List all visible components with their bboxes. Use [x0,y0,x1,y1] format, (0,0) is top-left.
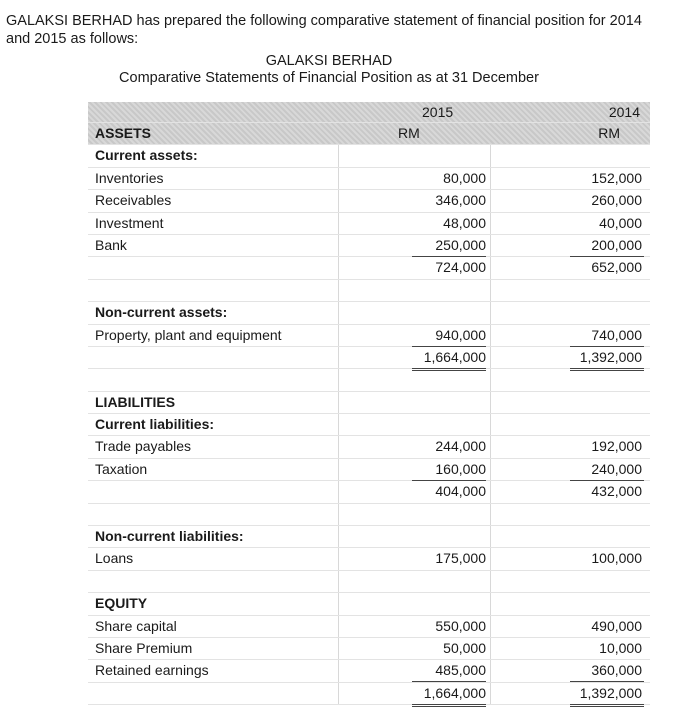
value-2014: 192,000 [591,438,642,455]
value-2015: 175,000 [435,550,486,567]
current-liabilities-heading: Current liabilities: [95,416,215,433]
company-name: GALAKSI BERHAD [265,53,393,69]
assets-header-row [88,123,650,145]
table-row [88,638,650,660]
row-label: Retained earnings [95,662,209,679]
table-row [88,660,650,682]
value-2014: 100,000 [591,550,642,567]
financial-position-table [88,102,650,705]
equity-heading: EQUITY [95,595,148,612]
section-heading-row [88,392,650,414]
total-assets-2014: 1,392,000 [579,348,642,365]
subtotal-rule [570,660,644,682]
table-row [88,436,650,458]
value-2015: 550,000 [435,617,486,634]
subtotal-row [88,481,650,503]
row-label: Inventories [95,169,164,186]
year-2015-header: 2015 [422,104,454,120]
section-heading-row [88,145,650,167]
table-row [88,325,650,347]
row-label: Investment [95,214,164,231]
total-equity-liabilities-2015: 1,664,000 [423,684,486,701]
section-heading-row [88,302,650,324]
currency-2015: RM [398,125,420,141]
non-current-liabilities-heading: Non-current liabilities: [95,528,244,545]
value-2014: 10,000 [599,639,642,656]
value-2014: 740,000 [591,326,642,343]
value-2015: 48,000 [443,214,486,231]
row-label: Loans [95,550,134,567]
subtotal-rule [412,459,486,481]
statement-subtitle: Comparative Statements of Financial Position as at 31 December [119,70,539,86]
table-row [88,168,650,190]
blank-row [88,504,650,526]
assets-heading: ASSETS [95,125,152,141]
row-label: Bank [95,236,127,253]
current-liabilities-total-2015: 404,000 [435,483,486,500]
total-rule [412,683,486,707]
table-row [88,548,650,570]
value-2014: 152,000 [591,169,642,186]
intro-text: GALAKSI BERHAD has prepared the following comparative statement of financial position for 2014 and 2015 as follows: [6,13,642,47]
table-row [88,616,650,638]
section-heading-row [88,526,650,548]
current-assets-heading: Current assets: [95,147,198,164]
table-row [88,190,650,212]
value-2015: 940,000 [435,326,486,343]
table-row [88,213,650,235]
year-2014-header: 2014 [608,104,640,120]
value-2015: 346,000 [435,192,486,209]
current-assets-total-2014: 652,000 [591,259,642,276]
currency-2014: RM [598,125,620,141]
row-label: Trade payables [95,438,191,455]
blank-row [88,571,650,593]
value-2015: 80,000 [443,169,486,186]
subtotal-rule [570,235,644,257]
total-assets-2015: 1,664,000 [423,348,486,365]
row-label: Receivables [95,192,172,209]
subtotal-row [88,257,650,279]
section-heading-row [88,593,650,615]
table-row [88,459,650,481]
total-row [88,347,650,369]
value-2014: 260,000 [591,192,642,209]
subtotal-rule [412,235,486,257]
blank-row [88,369,650,391]
header-year-row [88,102,650,123]
value-2014: 40,000 [599,214,642,231]
total-rule [570,683,644,707]
total-rule [412,347,486,371]
row-label: Taxation [95,460,148,477]
total-rule [570,347,644,371]
value-2014: 360,000 [591,662,642,679]
row-label: Share capital [95,617,177,634]
value-2015: 50,000 [443,639,486,656]
value-2014: 200,000 [591,236,642,253]
non-current-assets-heading: Non-current assets: [95,304,228,321]
section-heading-row [88,414,650,436]
value-2014: 240,000 [591,460,642,477]
subtotal-rule [570,325,644,347]
liabilities-heading: LIABILITIES [95,393,176,410]
total-row [88,683,650,705]
value-2014: 490,000 [591,617,642,634]
current-assets-total-2015: 724,000 [435,259,486,276]
value-2015: 244,000 [435,438,486,455]
current-liabilities-total-2014: 432,000 [591,483,642,500]
value-2015: 250,000 [435,236,486,253]
subtotal-rule [412,660,486,682]
row-label: Share Premium [95,639,193,656]
total-equity-liabilities-2014: 1,392,000 [579,684,642,701]
subtotal-rule [412,325,486,347]
table-row [88,235,650,257]
value-2015: 160,000 [435,460,486,477]
blank-row [88,280,650,302]
value-2015: 485,000 [435,662,486,679]
subtotal-rule [570,459,644,481]
row-label: Property, plant and equipment [95,326,282,343]
